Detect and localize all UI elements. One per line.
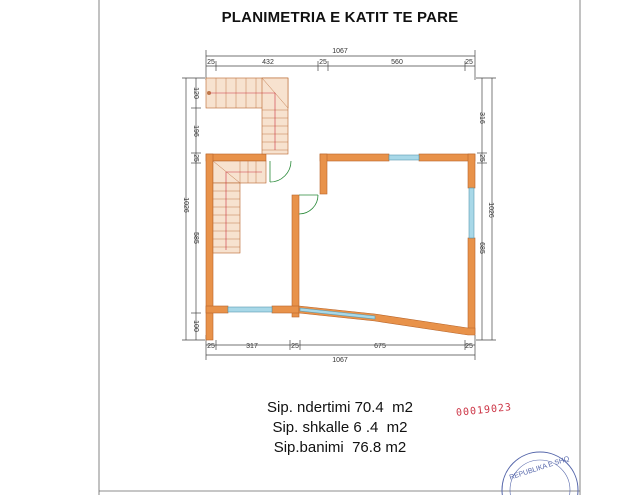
dim-top-mid-wall: 25 xyxy=(319,59,327,66)
dim-bottom-right-room: 675 xyxy=(374,343,386,350)
wall-top-left xyxy=(206,154,266,161)
dim-left-wall-bottom: 100 xyxy=(192,320,199,332)
plan-title: PLANIMETRIA E KATIT TE PARE xyxy=(221,9,459,26)
window-top xyxy=(389,155,419,160)
stamp-number: 00019023 xyxy=(455,402,513,419)
dim-left-total: 1026 xyxy=(182,197,189,213)
dim-bottom-mid-wall: 25 xyxy=(291,343,299,350)
area-staircase: Sip. shkalle 6 .4 m2 xyxy=(272,419,408,436)
window-right xyxy=(469,188,474,238)
dim-bottom-left-room: 317 xyxy=(246,343,258,350)
seal-text: REPUBLIKA E SHQ xyxy=(508,455,571,482)
wall-bottom-mid xyxy=(272,306,299,313)
dim-right-total: 1026 xyxy=(487,202,494,218)
dim-top-total: 1067 xyxy=(332,48,348,55)
wall-top-far-right xyxy=(419,154,475,161)
area-living: Sip.banimi 76.8 m2 xyxy=(273,439,407,456)
door-stair-swing xyxy=(270,161,291,182)
wall-partition-long xyxy=(292,195,299,317)
dim-bottom-total: 1067 xyxy=(332,357,348,364)
wall-bottom-left xyxy=(206,306,228,313)
wall-bottom-right-slanted xyxy=(299,306,475,335)
dim-top-right-wall: 25 xyxy=(465,59,473,66)
dim-left-stair-mid: 196 xyxy=(192,125,199,137)
dim-bottom-right-wall: 25 xyxy=(465,343,473,350)
dim-bottom-left-wall: 25 xyxy=(207,343,215,350)
area-summary xyxy=(220,398,460,458)
wall-partition-short xyxy=(320,154,327,194)
outer-staircase xyxy=(206,78,288,154)
door-room-swing xyxy=(299,195,318,214)
dim-top-left-wall: 25 xyxy=(207,59,215,66)
dim-right-wall: 25 xyxy=(478,154,485,162)
wall-right-upper xyxy=(468,154,475,188)
dim-top-left-room: 432 xyxy=(262,59,274,66)
wall-top-right xyxy=(320,154,389,161)
dim-right-upper: 316 xyxy=(478,112,485,124)
dim-left-stair-top: 120 xyxy=(192,87,199,99)
dim-right-room: 685 xyxy=(478,242,485,254)
wall-right-lower xyxy=(468,238,475,334)
dim-top-right-room: 560 xyxy=(391,59,403,66)
dim-left-wall-top: 25 xyxy=(192,154,199,162)
dim-left-room: 585 xyxy=(192,232,199,244)
window-bottom-left xyxy=(228,307,272,312)
area-construction: Sip. ndertimi 70.4 m2 xyxy=(267,399,413,416)
